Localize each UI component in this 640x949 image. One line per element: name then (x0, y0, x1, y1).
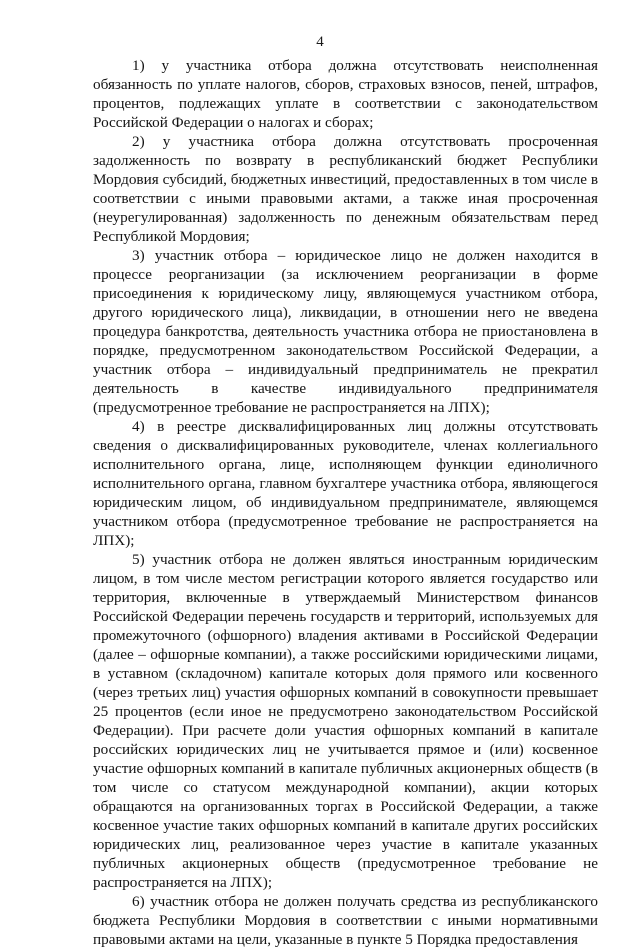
paragraph-item-4: 4) в реестре дисквалифицированных лиц должны отсутствовать сведения о дисквалифицированных руководителе, членах коллегиального исполнительного органа, лице, исполняющем функции единоличного исполнительного органа, главном бухгалтере участника отбора, являющегося юридическим лицом, об индивидуальном предпринимателе, являющемся участником отбора (предусмотренное требование не распространяется на ЛПХ); (93, 418, 598, 549)
paragraph-item-3: 3) участник отбора – юридическое лицо не должен находится в процессе реорганизации (за исключением реорганизации в форме присоединения к юридическому лицу, являющемуся участником отбора, другого юридического лица), ликвидации, в отношении него не введена процедура банкротства, деятельность участника отбора не приостановлена в порядке, предусмотренном законодательством Российской Федерации, а участник отбора – индивидуальный предприниматель не прекратил деятельность в качестве индивидуального предпринимателя (предусмотренное требование не распространяется на ЛПХ); (93, 247, 598, 416)
page-number: 4 (316, 34, 324, 50)
paragraph-item-6: 6) участник отбора не должен получать средства из республиканского бюджета Республики Мордовия в соответствии с иными нормативными правовыми актами на цели, указанные в пункте 5 Порядка предоставления (93, 893, 598, 948)
paragraph-item-1: 1) у участника отбора должна отсутствовать неисполненная обязанность по уплате налогов, сборов, страховых взносов, пеней, штрафов, процентов, подлежащих уплате в соответствии с законодательством Российской Федерации о налогах и сборах; (93, 57, 598, 131)
document-body (93, 56, 598, 949)
paragraph-item-2: 2) у участника отбора должна отсутствовать просроченная задолженность по возврату в республиканский бюджет Республики Мордовия субсидий, бюджетных инвестиций, предоставленных в том числе в соответствии с иными правовыми актами, а также иная просроченная (неурегулированная) задолженность по денежным обязательствам перед Республикой Мордовия; (93, 133, 598, 245)
paragraph-item-5: 5) участник отбора не должен являться иностранным юридическим лицом, в том числе местом регистрации которого является государство или территория, включенные в утверждаемый Министерством финансов Российской Федерации перечень государств и территорий, используемых для промежуточного (офшорного) владения активами в Российской Федерации (далее – офшорные компании), а также российскими юридическими лицами, в уставном (складочном) капитале которых доля прямого или косвенного (через третьих лиц) участия офшорных компаний в совокупности превышает 25 процентов (если иное не предусмотрено законодательством Российской Федерации). При расчете доли участия офшорных компаний в капитале российских юридических лиц не учитывается прямое и (или) косвенное участие офшорных компаний в капитале публичных акционерных обществ (в том числе со статусом международной компании), акции которых обращаются на организованных торгах в Российской Федерации, а также косвенное участие таких офшорных компаний в капитале других российских юридических лиц, реализованное через участие в капитале указанных публичных акционерных обществ (предусмотренное требование не распространяется на ЛПХ); (93, 551, 598, 891)
